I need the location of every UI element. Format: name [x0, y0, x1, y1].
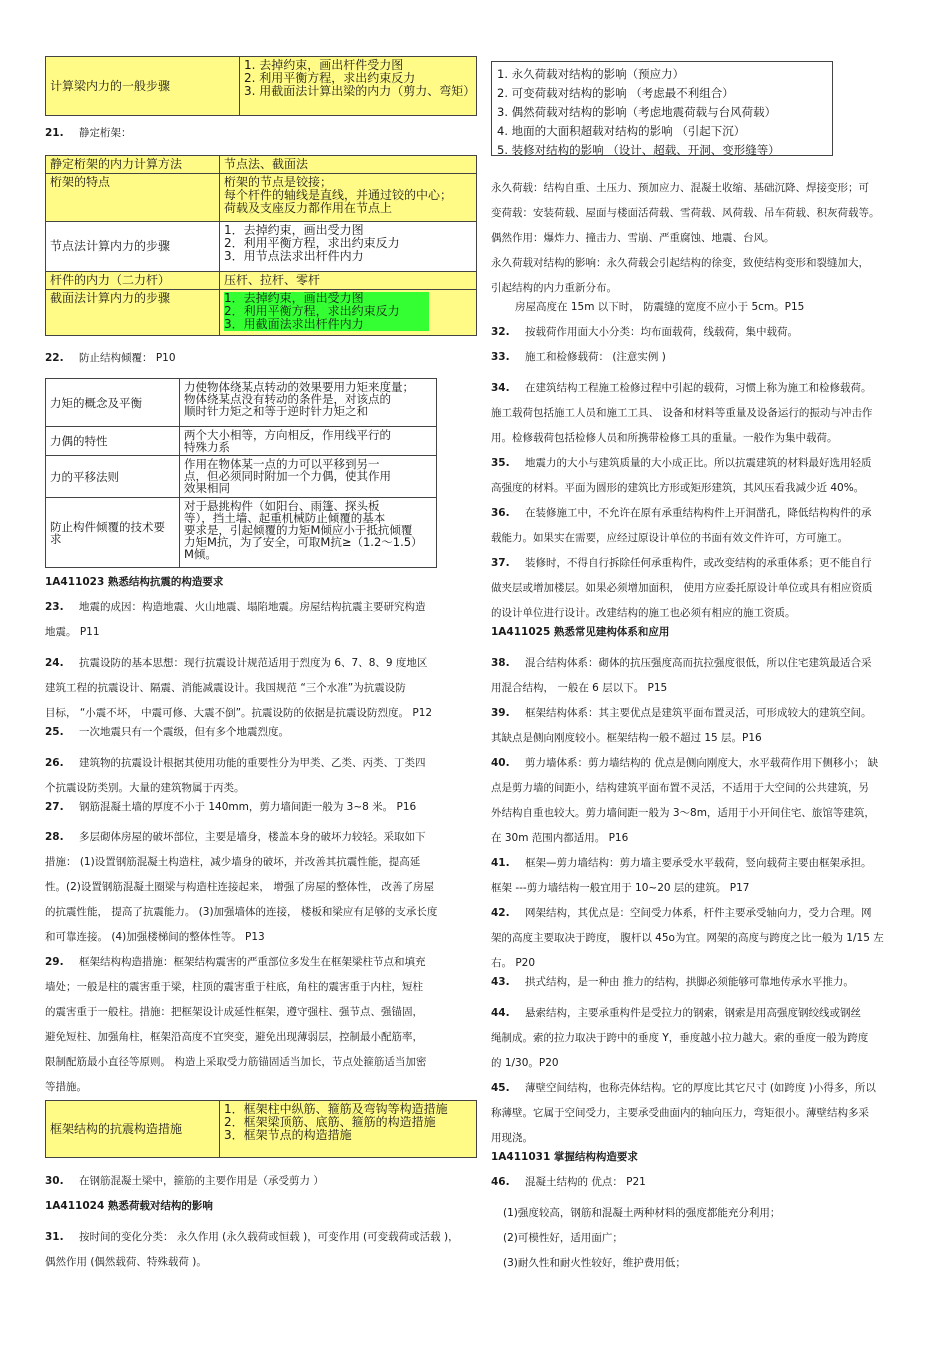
beam-steps-list	[240, 57, 477, 116]
item-39: 39. 框架结构体系：其主要优点是建筑平面布置灵活，可形成较大的建筑空间。 其缺点是侧向刚度较小。框架结构一般不超过 15 层。P16	[491, 707, 872, 744]
section-title: 1A411024 熟悉荷载对结构的影响	[45, 1200, 213, 1212]
cell: 力的平移法则	[46, 456, 180, 498]
cell: 截面法计算内力的步骤	[46, 290, 220, 336]
section-title: 1A411023 熟悉结构抗震的构造要求	[45, 576, 224, 588]
cell: 杆件的内力（二力杆）	[46, 272, 220, 290]
step: 3. 用截面法计算出梁的内力（剪力、弯矩）	[244, 84, 476, 98]
item-31: 31. 按时间的变化分类： 永久作用 (永久载荷或恒载 )，可变作用 (可变载荷或活载 )， 偶然作用 (偶然载荷、特殊载荷 )。	[45, 1231, 459, 1268]
line: 桁架的节点是铰接；	[224, 175, 333, 189]
line: 要求是，引起倾覆的力矩M倾应小于抵抗倾覆	[184, 523, 413, 537]
item-24: 24. 抗震设防的基本思想：现行抗震设计规范适用于烈度为 6、7、8、9 度地区 建筑工程的抗震设计、隔震、消能减震设计。我国规范 “三个水准”为抗震设防 目标， “小震不坏， 中震可修、大震不倒”。抗震设防的依据是抗震设防烈度。 P12	[45, 657, 433, 719]
line: 4. 地面的大面积超载对结构的影响 （引起下沉）	[497, 124, 746, 138]
frame-measures-label: 框架结构的抗震构造措施	[46, 1101, 220, 1158]
line: 5. 装修对结构的影响 （设计、超载、开洞、变形缝等）	[497, 143, 780, 157]
item-43: 43. 拱式结构，是一种由 推力的结构，拱脚必须能够可靠地传承水平推力。	[491, 976, 854, 988]
line: 等），挡土墙、起重机械防止倾覆的基本	[184, 511, 386, 525]
cell: 力矩的概念及平衡	[46, 379, 180, 427]
item-41: 41. 框架—剪力墙结构：剪力墙主要承受水平载荷，竖向载荷主要由框架承担。 框架 ---剪力墙结构一般宜用于 10~20 层的建筑。 P17	[491, 857, 872, 894]
item-36: 36. 在装修施工中，不允许在原有承重结构构件上开洞凿孔，降低结构构件的承 载能力。如果实在需要，应经过原设计单位的书面有效文件许可，方可施工。	[491, 507, 872, 544]
item-34: 34. 在建筑结构工程施工检修过程中引起的载荷，习惯上称为施工和检修载荷。 施工载荷包括施工人员和施工工具、 设备和材料等重量及设备运行的振动与冲击作 用。检修载荷包括检修人员和所携带检修工具的重量。一般作为集中载荷。	[491, 382, 873, 444]
item-28: 28. 多层砌体房屋的破坏部位，主要是墙身，楼盖本身的破坏力较轻。采取如下 措施： (1)设置钢筋混凝土构造柱，减少墙身的破坏，并改善其抗震性能，提高延 性。(2)设置钢筋混凝土圈梁与构造柱连接起来， 增强了房屋的整体性， 改善了房屋 的抗震性能， 提高了抗震能力。 (3)加强墙体的连接， 楼板和梁应有足够的支承长度 和可靠连接。 (4)加强楼梯间的整体性等。 P13	[45, 831, 438, 943]
frame-measures-table	[45, 1100, 477, 1158]
load-notes: 永久荷载：结构自重、土压力、预加应力、混凝土收缩、基础沉降、焊接变形；可 变荷载：安装荷载、屋面与楼面活荷载、雪荷载、风荷载、吊车荷载、积灰荷载等。 偶然作用：爆炸力、撞击力、雪崩、严重腐蚀、地震、台风。 永久荷载对结构的影响：永久荷载会引起结构的徐变，致使结构变形和裂缝加大， 引起结构的内力重新分布。	[491, 182, 880, 294]
seismic-joint-note: 房屋高度在 15m 以下时， 防震缝的宽度不应小于 5cm。P15	[515, 301, 805, 313]
line: 荷载及支座反力都作用在节点上	[224, 201, 393, 215]
line: 3．用截面法求出杆件内力	[224, 318, 429, 331]
line: 力矩M抗，为了安全，可取M抗≥（1.2～1.5）	[184, 535, 423, 549]
item-45: 45. 薄壁空间结构，也称壳体结构。它的厚度比其它尺寸 (如跨度 )小得多，所以 称薄壁。它属于空间受力，主要承受曲面内的轴向压力，弯矩很小。薄壁结构多采 用现浇。	[491, 1082, 876, 1144]
cell: 节点法、截面法	[220, 156, 477, 174]
line: 3. 偶然荷载对结构的影响（考虑地震荷载与台风荷载）	[497, 105, 777, 119]
item-38: 38. 混合结构体系：砌体的抗压强度高而抗拉强度很低，所以住宅建筑最适合采 用混合结构， 一般在 6 层以下。 P15	[491, 657, 872, 694]
step: 1．框架柱中纵筋、箍筋及弯钩等构造措施	[224, 1102, 448, 1116]
section-title: 1A411031 掌握结构构造要求	[491, 1151, 638, 1163]
line: 2．利用平衡方程，求出约束反力	[224, 236, 400, 250]
line: 1．去掉约束，画出受力图	[224, 292, 429, 305]
item-21: 21. 静定桁架：	[45, 127, 132, 139]
line: M倾。	[184, 547, 217, 561]
item-33: 33. 施工和检修载荷： (注意实例 )	[491, 351, 666, 363]
line: 力使物体绕某点转动的效果要用力矩来度量；	[184, 380, 414, 394]
line: 对于悬挑构件（如阳台、雨篷、探头板	[184, 499, 380, 513]
item-46: 46. 混凝土结构的 优点： P21	[491, 1176, 646, 1188]
line: 1．去掉约束，画出受力图	[224, 223, 364, 237]
force-table	[45, 378, 437, 568]
item-27: 27. 钢筋混凝土墙的厚度不小于 140mm，剪力墙间距一般为 3~8 米。 P16	[45, 801, 417, 813]
cell: 节点法计算内力的步骤	[46, 222, 220, 272]
item-37: 37. 装修时，不得自行拆除任何承重构件，或改变结构的承重体系；更不能自行 做夹层或增加楼层。如果必须增加面积， 使用方应委托原设计单位或具有相应资质 的设计单位进行设计。改建结构的施工也必须有相应的施工资质。	[491, 557, 873, 619]
item-25: 25. 一次地震只有一个震级，但有多个地震烈度。	[45, 726, 289, 738]
line: 作用在物体某一点的力可以平移到另一	[184, 457, 380, 471]
line: 点，但必须同时附加一个力偶，使其作用	[184, 469, 391, 483]
step: 2. 利用平衡方程，求出约束反力	[244, 71, 416, 85]
item-35: 35. 地震力的大小与建筑质量的大小成正比。所以抗震建筑的材料最好选用轻质 高强度的材料。平面为圆形的建筑比方形或矩形建筑，其风压看我减少近 40%。	[491, 457, 872, 494]
item-30: 30. 在钢筋混凝土梁中，箍筋的主要作用是（承受剪力 ）	[45, 1175, 324, 1187]
cell: 压杆、拉杆、零杆	[220, 272, 477, 290]
item-23: 23. 地震的成因：构造地震、火山地震、塌陷地震。房屋结构抗震主要研究构造 地震。 P11	[45, 601, 426, 638]
line: 2．利用平衡方程，求出约束反力	[224, 305, 429, 318]
cell: 防止构件倾覆的技术要求	[46, 498, 180, 568]
line: 效果相同	[184, 481, 230, 495]
item-44: 44. 悬索结构，主要承重构件是受拉力的钢索，钢索是用高强度钢绞线或钢丝 绳制成。索的拉力取决于跨中的垂度 Y，垂度越小拉力越大。索的垂度一般为跨度 的 1/30。P20	[491, 1007, 869, 1069]
beam-steps-table	[45, 56, 477, 116]
load-effects-box	[491, 61, 833, 156]
truss-table	[45, 155, 477, 336]
beam-steps-label: 计算梁内力的一般步骤	[46, 57, 240, 116]
line: 1. 永久荷载对结构的影响（预应力）	[497, 67, 685, 81]
item-29: 29. 框架结构构造措施：框架结构震害的严重部位多发生在框架梁柱节点和填充 墙处；一般是柱的震害重于梁，柱顶的震害重于柱底，角柱的震害重于内柱，短柱 的震害重于一般柱。措施：把框架设计成延性框架，遵守强柱、强节点、强锚固， 避免短柱、加强角柱，框架沿高度不宜突变，避免出现薄弱层，控制最小配筋率， 限制配筋最小直径等原则。 构造上采取受力筋锚固适当加长，节点处箍筋适当加密 等措施。	[45, 956, 427, 1093]
line: 特殊力系	[184, 440, 230, 454]
item-40: 40. 剪力墙体系：剪力墙结构的 优点是侧向刚度大，水平载荷作用下侧移小； 缺 点是剪力墙的间距小，结构建筑平面布置不灵活，不适用于大空间的公共建筑，另 外结构自重也较大。剪力墙间距一般为 3～8m，适用于小开间住宅、旅馆等建筑， 在 30m 范围内都适用。 P16	[491, 757, 879, 844]
cell: 桁架的特点	[46, 174, 220, 222]
cell: 力偶的特性	[46, 427, 180, 456]
line: 顺时针力矩之和等于逆时针力矩之和	[184, 404, 368, 418]
step: 3．框架节点的构造措施	[224, 1128, 352, 1142]
section-title: 1A411025 熟悉常见建构体系和应用	[491, 626, 670, 638]
concrete-advantages: (1)强度较高，钢筋和混凝土两种材料的强度都能充分利用； (2)可模性好，适用面广； (3)耐久性和耐火性较好，维护费用低；	[503, 1207, 781, 1269]
item-42: 42. 网架结构，其优点是：空间受力体系，杆件主要承受轴向力，受力合理。网 架的高度主要取决于跨度， 腹杆以 45o为宜。网架的高度与跨度之比一般为 1/15 左 右。 P20	[491, 907, 884, 969]
line: 每个杆件的轴线是直线，并通过铰的中心；	[224, 188, 453, 202]
line: 两个大小相等，方向相反，作用线平行的	[184, 428, 391, 442]
cell: 静定桁架的内力计算方法	[46, 156, 220, 174]
item-26: 26. 建筑物的抗震设计根据其使用功能的重要性分为甲类、乙类、丙类、丁类四 个抗震设防类别。大量的建筑物属于丙类。	[45, 757, 426, 794]
line: 3．用节点法求出杆件内力	[224, 249, 364, 263]
line: 2. 可变荷载对结构的影响 （考虑最不利组合）	[497, 86, 734, 100]
step: 2．框架梁顶筋、底筋、箍筋的构造措施	[224, 1115, 436, 1129]
line: 物体绕某点没有转动的条件是，对该点的	[184, 392, 391, 406]
item-22: 22. 防止结构倾覆： P10	[45, 352, 176, 364]
step: 1. 去掉约束，画出杆件受力图	[244, 58, 404, 72]
item-32: 32. 按载荷作用面大小分类：均布面载荷，线载荷，集中载荷。	[491, 326, 798, 338]
